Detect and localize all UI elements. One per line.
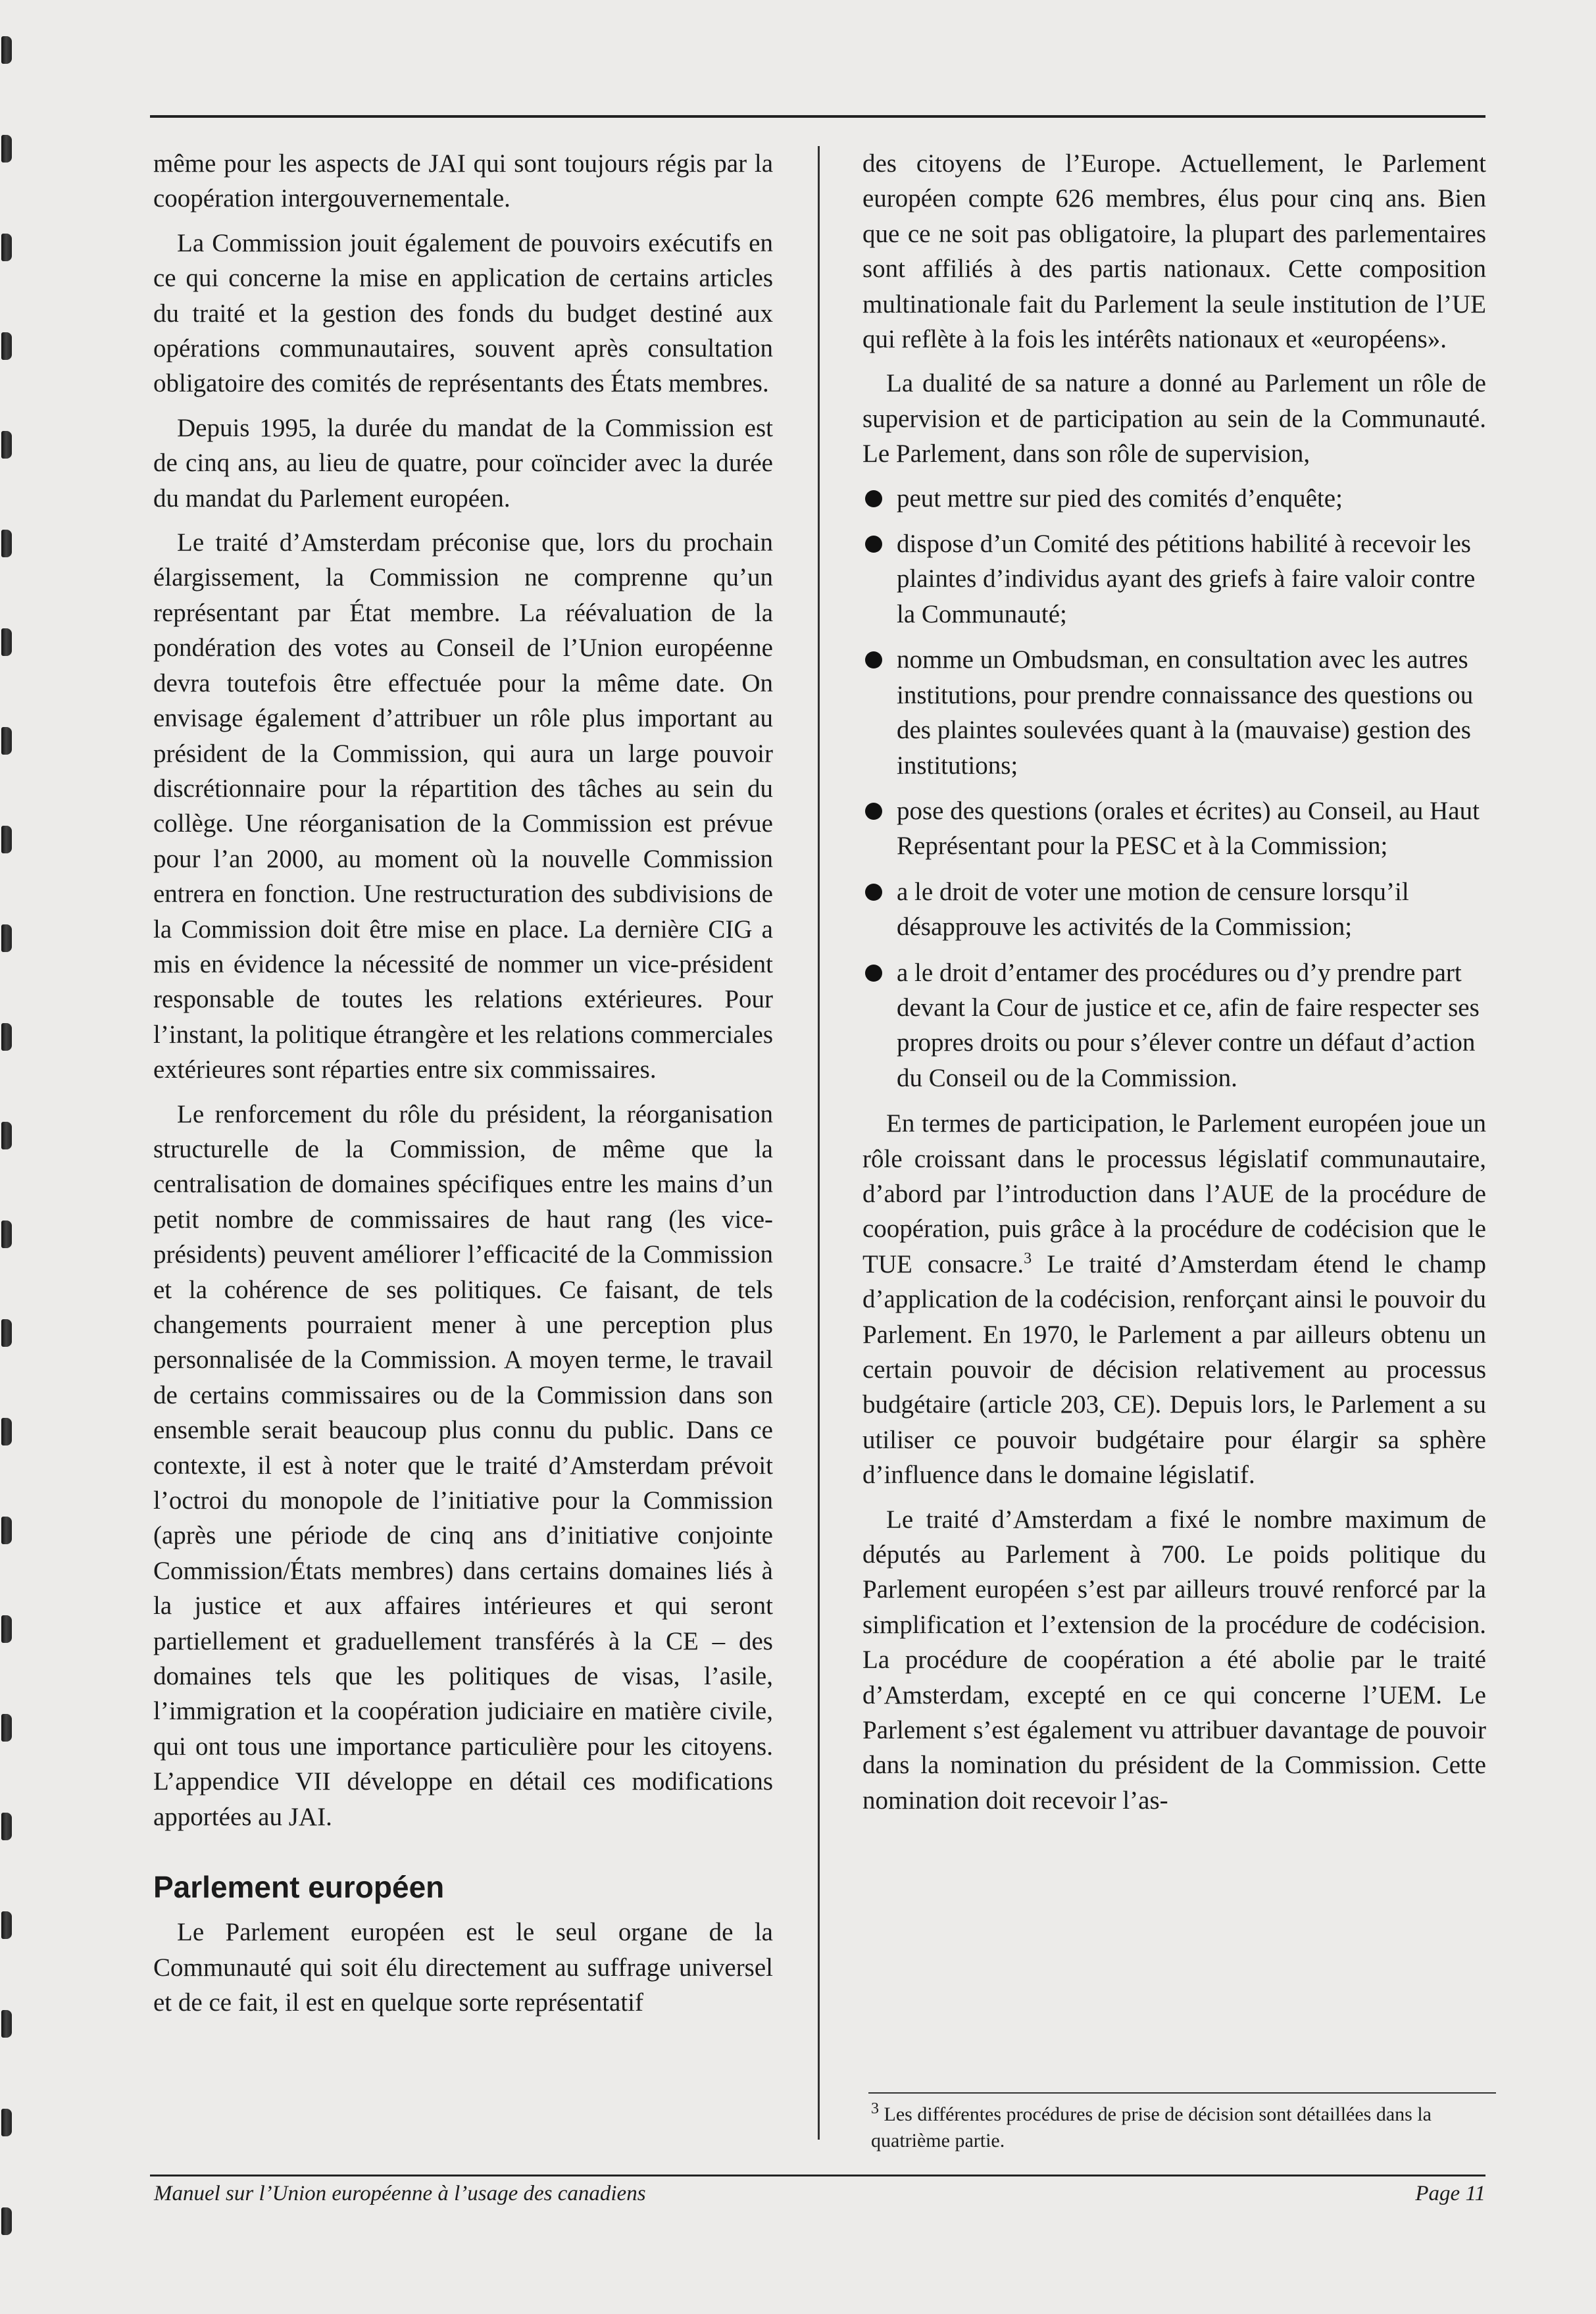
list-item-text: a le droit d’entamer des procédures ou d’y prendre part devant la Cour de justice et ce, afin de faire respecter ses propres droits ou pour s’élever contre un défaut d’action du Conseil ou de la Commission. (897, 958, 1480, 1092)
paragraph-text: Le traité d’Amsterdam étend le champ d’application de la codécision, renforçant ainsi le pouvoir du Parlement. En 1970, le Parlement a par ailleurs obtenu un certain pouvoir de décision relativement au processus budgétaire (article 203, CE). Depuis lors, le Parlement a su utiliser ce pouvoir budgétaire pour élargir sa sphère d’influence dans le domaine législatif. (862, 1249, 1486, 1490)
footer-title: Manuel sur l’Union européenne à l’usage des canadiens (154, 2182, 646, 2205)
binding-ring (1, 1023, 12, 1051)
footnote-rule (868, 2092, 1496, 2094)
paragraph: Le Parlement européen est le seul organe de la Communauté qui soit élu directement au suffrage universel et de ce fait, il est en quelque sorte représentatif (153, 1918, 773, 2017)
list-item (862, 642, 1486, 783)
section-heading: Parlement européen (153, 1870, 445, 1905)
paragraph: La Commission jouit également de pouvoirs exécutifs en ce qui concerne la mise en application de certains articles du traité et la gestion des fonds du budget destiné aux opérations communautaires, souvent après consultation obligatoire des comités de représentants des États membres. (153, 228, 773, 398)
binding-ring (1, 727, 12, 755)
binding-ring (1, 2010, 12, 2038)
paragraph: même pour les aspects de JAI qui sont toujours régis par la coopération intergouvernementale. (153, 149, 773, 213)
binding-ring (1, 431, 12, 459)
header-rule (150, 115, 1485, 118)
paragraph: Le renforcement du rôle du président, la réorganisation structurelle de la Commission, de même que la centralisation de domaines spécifiques entre les mains d’un petit nombre de commissaires de haut rang (les vice-présidents) peuvent améliorer l’efficacité de la Commission et la cohérence de ses politiques. Ce faisant, de tels changements pourraient mener à une perception plus personnalisée de la Commission. A moyen terme, le travail de certains commissaires ou de la Commission dans son ensemble serait beaucoup plus connu du public. Dans ce contexte, il est à noter que le traité d’Amsterdam prévoit l’octroi du monopole de l’initiative pour la Commission (après une période de cinq ans d’initiative conjointe Commission/États membres) dans certains domaines liés à la justice et aux affaires intérieures et qui seront partiellement et graduellement transférés à la CE – des domaines tels que les politiques de visas, l’asile, l’immigration et la coopération judiciaire en matière civile, qui ont tous une importance particulière pour les citoyens. L’appendice VII développe en détail ces modifications apportées au JAI. (153, 1099, 773, 1831)
bullet-icon (865, 536, 882, 553)
bullet-icon (865, 651, 882, 668)
binding-ring (1, 1122, 12, 1149)
binding-ring (1, 826, 12, 853)
binding-ring (1, 1319, 12, 1347)
paragraph: Le traité d’Amsterdam a fixé le nombre maximum de députés au Parlement à 700. Le poids politique du Parlement européen s’est par ailleurs trouvé renforcé par la simplification et l’extension de la procédure de codécision. La procédure de coopération a été abolie par le traité d’Amsterdam, excepté en ce qui concerne l’UEM. Le Parlement s’est également vu attribuer davantage de pouvoir dans la nomination du président de la Commission. Cette nomination doit recevoir l’as- (862, 1505, 1486, 1815)
footnote (871, 2101, 1509, 2154)
page-number: Page 11 (1415, 2182, 1485, 2205)
paragraph-text: En termes de participation, le Parlement européen joue un rôle croissant dans le processus législatif communautaire, d’abord par l’introduction dans l’AUE de la procédure de coopération, puis grâce à la procédure de codécision que le TUE consacre. (862, 1109, 1486, 1278)
list-item (862, 526, 1486, 632)
right-column (862, 146, 1486, 1827)
list-item (862, 793, 1486, 864)
binding-ring (1, 1418, 12, 1446)
binding-ring (1, 2109, 12, 2136)
paragraph: des citoyens de l’Europe. Actuellement, le Parlement européen compte 626 membres, élus pour cinq ans. Bien que ce ne soit pas obligatoire, la plupart des parlementaires sont affiliés à des partis nationaux. Cette composition multinationale fait du Parlement la seule institution de l’UE qui reflète à la fois les intérêts nationaux et «européens». (862, 149, 1486, 354)
footer-rule (150, 2175, 1485, 2176)
bullet-icon (865, 884, 882, 901)
binding-ring (1, 1714, 12, 1742)
binding-ring (1, 1813, 12, 1840)
list-item (862, 874, 1486, 945)
list-item-text: dispose d’un Comité des pétitions habilité à recevoir les plaintes d’individus ayant des griefs à faire valoir contre la Communauté; (897, 530, 1476, 628)
list-item-text: pose des questions (orales et écrites) au Conseil, au Haut Représentant pour la PESC et à la Commission; (897, 796, 1480, 861)
binding-ring (1, 628, 12, 656)
binding-ring (1, 1220, 12, 1248)
binding-ring (1, 332, 12, 360)
paragraph: Le traité d’Amsterdam préconise que, lors du prochain élargissement, la Commission ne comprenne qu’un représentant par État membre. La réévaluation de la pondération des votes au Conseil de l’Union européenne devra toutefois être effectuée pour la même date. On envisage également d’attribuer un rôle plus important au président de la Commission, qui aura un large pouvoir discrétionnaire pour la répartition des tâches au sein du collège. Une réorganisation de la Commission est prévue pour l’an 2000, au moment où la nouvelle Commission entrera en fonction. Une restructuration des subdivisions de la Commission doit être mise en place. La dernière CIG a mis en évidence la nécessité de nommer un vice-président responsable de toutes les relations extérieures. Pour l’instant, la politique étrangère et les relations commerciales extérieures sont réparties entre six commissaires. (153, 528, 773, 1084)
bullet-icon (865, 965, 882, 982)
bullet-list (862, 481, 1486, 1096)
list-item-text: a le droit de voter une motion de censure lorsqu’il désapprouve les activités de la Commission; (897, 877, 1409, 942)
bullet-icon (865, 803, 882, 820)
column-divider (818, 146, 820, 2140)
list-item (862, 955, 1486, 1096)
binding-ring (1, 1615, 12, 1643)
binding-ring (1, 2207, 12, 2235)
paragraph (862, 1106, 1486, 1492)
paragraph: La dualité de sa nature a donné au Parlement un rôle de supervision et de participation au sein de la Communauté. Le Parlement, dans son rôle de supervision, (862, 369, 1486, 468)
list-item-text: nomme un Ombudsman, en consultation avec les autres institutions, pour prendre connaissance des questions ou des plaintes soulevées quant à la (mauvaise) gestion des institutions; (897, 645, 1474, 780)
binding-ring (1, 135, 12, 163)
binding-ring (1, 1517, 12, 1544)
footnote-text: Les différentes procédures de prise de décision sont détaillées dans la quatrième partie. (871, 2103, 1432, 2151)
list-item (862, 481, 1486, 516)
binding-ring (1, 530, 12, 557)
left-column (153, 146, 773, 2029)
list-item-text: peut mettre sur pied des comités d’enquête; (897, 484, 1343, 513)
spiral-binding (0, 0, 20, 2314)
bullet-icon (865, 490, 882, 507)
binding-ring (1, 36, 12, 64)
footnote-number: 3 (871, 2100, 879, 2117)
footnote-reference: 3 (1024, 1249, 1032, 1267)
binding-ring (1, 1911, 12, 1939)
binding-ring (1, 234, 12, 261)
paragraph: Depuis 1995, la durée du mandat de la Commission est de cinq ans, au lieu de quatre, pour coïncider avec la durée du mandat du Parlement européen. (153, 413, 773, 513)
binding-ring (1, 924, 12, 952)
